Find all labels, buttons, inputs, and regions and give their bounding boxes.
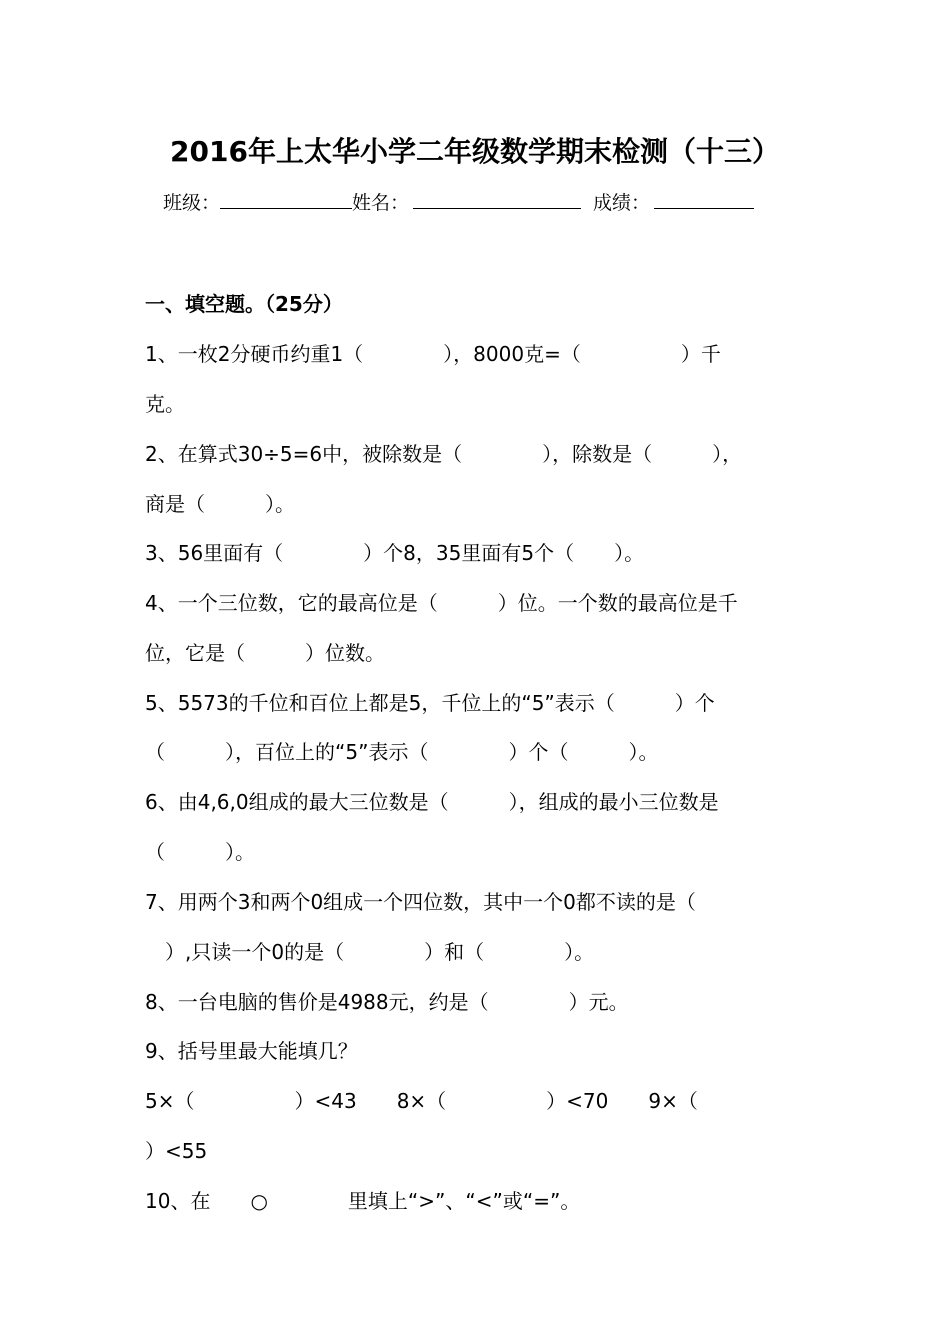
question-line: 3、56里面有（ ）个8，35里面有5个（ ）。 bbox=[145, 541, 645, 565]
question-line: （ ），百位上的“5”表示（ ）个（ ）。 bbox=[145, 740, 659, 764]
question-line: 商是（ ）。 bbox=[145, 492, 295, 516]
question-line: 7、用两个3和两个0组成一个四位数，其中一个0都不读的是（ bbox=[145, 890, 696, 914]
question-line: 位，它是（ ）位数。 bbox=[145, 641, 385, 665]
name-blank[interactable] bbox=[413, 190, 581, 209]
question-line: 5、5573的千位和百位上都是5，千位上的“5”表示（ ）个 bbox=[145, 691, 715, 715]
name-label: 姓名： bbox=[352, 192, 410, 214]
question-line: 5×（ ）<43 8×（ ）<70 9×（ bbox=[145, 1089, 698, 1113]
question-line: 9、括号里最大能填几？ bbox=[145, 1039, 358, 1063]
question-line: ）,只读一个0的是（ ）和（ ）。 bbox=[145, 940, 595, 964]
section-heading-fill-blank: 一、填空题。（25分） bbox=[145, 292, 343, 316]
question-line: 10、在 ○ 里填上“>”、“<”或“=”。 bbox=[145, 1189, 581, 1213]
question-line: 2、在算式30÷5=6中，被除数是（ ），除数是（ ）， bbox=[145, 442, 743, 466]
exam-title: 2016年上太华小学二年级数学期末检测（十三） bbox=[170, 135, 780, 168]
question-line: 1、一枚2分硬币约重1（ ），8000克=（ ）千 bbox=[145, 342, 721, 366]
question-line: 4、一个三位数，它的最高位是（ ）位。一个数的最高位是千 bbox=[145, 591, 738, 615]
class-blank[interactable] bbox=[220, 190, 352, 209]
question-line: （ ）。 bbox=[145, 840, 255, 864]
question-line: 8、一台电脑的售价是4988元，约是（ ）元。 bbox=[145, 990, 629, 1014]
question-line: 克。 bbox=[145, 392, 185, 416]
student-info-row bbox=[163, 188, 754, 215]
score-blank[interactable] bbox=[654, 190, 754, 209]
question-line: ）<55 bbox=[145, 1139, 208, 1163]
question-line: 6、由4,6,0组成的最大三位数是（ ），组成的最小三位数是 bbox=[145, 790, 719, 814]
class-label: 班级： bbox=[163, 192, 221, 214]
score-label: 成绩： bbox=[593, 192, 651, 214]
